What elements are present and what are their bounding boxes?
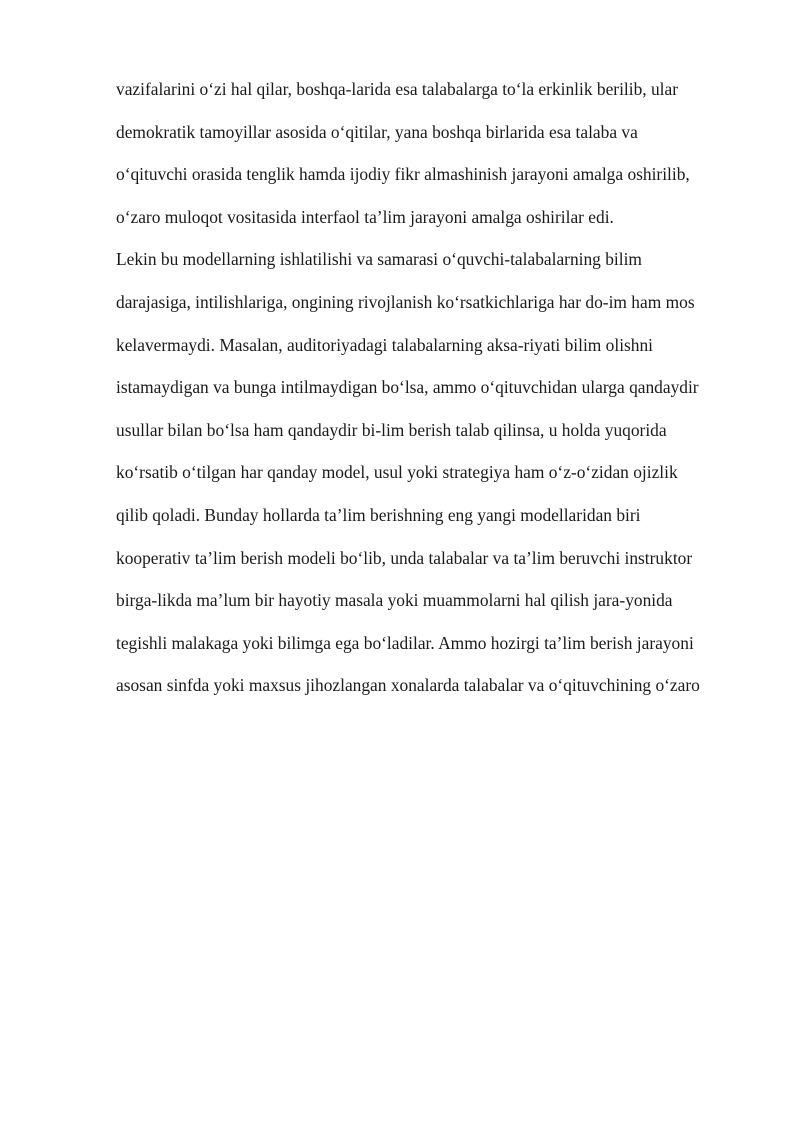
text-line-6: darajasiga, intilishlariga, ongining rivojlanish ko‘rsatkichlariga har do-im ham mos <box>116 291 695 312</box>
body-paragraph <box>116 68 742 707</box>
text-line-8: istamaydigan va bunga intilmaydigan bo‘lsa, ammo o‘qituvchidan ularga qandaydir <box>116 377 699 398</box>
text-line-11: qilib qoladi. Bunday hollarda ta’lim berishning eng yangi modellaridan biri <box>116 504 641 525</box>
text-line-3: o‘qituvchi orasida tenglik hamda ijodiy fikr almashinish jarayoni amalga oshirilib, <box>116 164 690 185</box>
text-line-9: usullar bilan bo‘lsa ham qandaydir bi-lim berish talab qilinsa, u holda yuqorida <box>116 419 667 440</box>
text-line-10: ko‘rsatib o‘tilgan har qanday model, usul yoki strategiya ham o‘z-o‘zidan ojizlik <box>116 462 678 483</box>
text-line-14: tegishli malakaga yoki bilimga ega bo‘ladilar. Ammo hozirgi ta’lim berish jarayoni <box>116 632 694 653</box>
text-line-7: kelavermaydi. Masalan, auditoriyadagi talabalarning aksa-riyati bilim olishni <box>116 334 654 355</box>
text-line-12: kooperativ ta’lim berish modeli bo‘lib, unda talabalar va ta’lim beruvchi instruktor <box>116 547 693 568</box>
text-line-2: demokratik tamoyillar asosida o‘qitilar, yana boshqa birlarida esa talaba va <box>116 121 638 142</box>
text-line-4: o‘zaro muloqot vositasida interfaol ta’lim jarayoni amalga oshirilar edi. <box>116 206 614 227</box>
text-line-15: asosan sinfda yoki maxsus jihozlangan xonalarda talabalar va o‘qituvchining o‘zaro <box>116 675 700 696</box>
text-line-5: Lekin bu modellarning ishlatilishi va samarasi o‘quvchi-talabalarning bilim <box>116 249 642 270</box>
text-line-1: vazifalarini o‘zi hal qilar, boshqa-larida esa talabalarga to‘la erkinlik berilib, ular <box>116 79 679 99</box>
text-line-13: birga-likda ma’lum bir hayotiy masala yoki muammolarni hal qilish jara-yonida <box>116 590 673 611</box>
